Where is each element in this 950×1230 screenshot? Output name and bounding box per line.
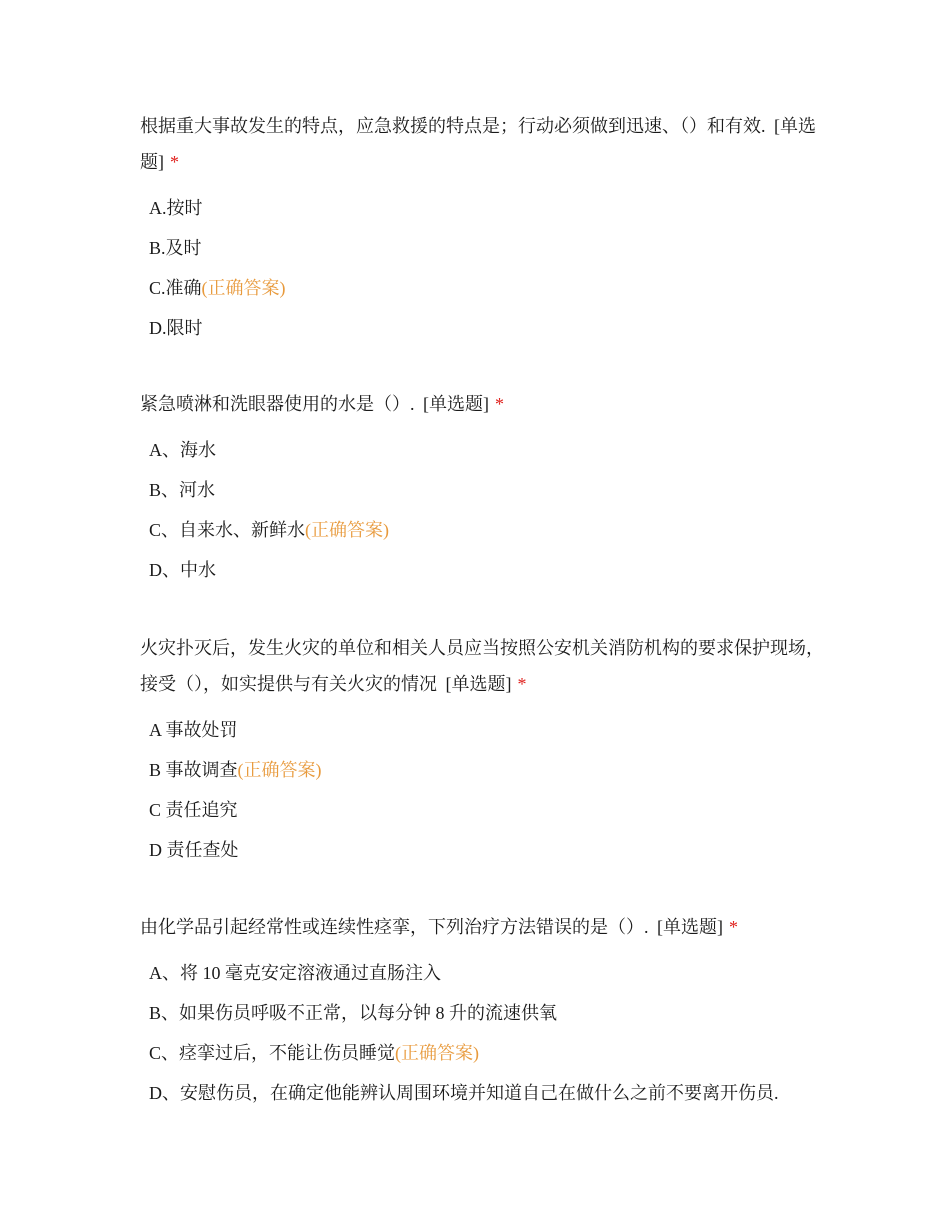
- option-c[interactable]: C.准确(正确答案): [149, 278, 286, 298]
- required-mark: *: [495, 394, 504, 414]
- question-text: [140, 108, 830, 180]
- question-type-tag: [单选题]: [140, 116, 816, 172]
- correct-answer-note: (正确答案): [237, 760, 322, 780]
- option-list: [140, 710, 830, 870]
- question-3: [140, 630, 830, 870]
- option-a[interactable]: A、将 10 毫克安定溶液通过直肠注入: [149, 963, 441, 983]
- question-stem: 紧急喷淋和洗眼器使用的水是（）.: [140, 394, 419, 414]
- required-mark: *: [170, 152, 179, 172]
- question-stem: 火灾扑灭后，发生火灾的单位和相关人员应当按照公安机关消防机构的要求保护现场，接受（），如实提供与有关火灾的情况: [140, 638, 824, 694]
- option-list: [140, 430, 830, 590]
- option-list: [140, 188, 830, 348]
- option-c[interactable]: C、自来水、新鲜水(正确答案): [149, 520, 390, 540]
- question-type-tag: [单选题]: [445, 674, 512, 694]
- option-a[interactable]: A.按时: [149, 198, 203, 218]
- option-c[interactable]: C、痉挛过后，不能让伤员睡觉(正确答案): [149, 1043, 480, 1063]
- option-a[interactable]: A 事故处罚: [149, 720, 238, 740]
- question-4: [140, 909, 830, 1113]
- required-mark: *: [517, 674, 527, 694]
- question-type-tag: [单选题]: [423, 394, 489, 414]
- option-b[interactable]: B 事故调查(正确答案): [149, 760, 322, 780]
- question-type-tag: [单选题]: [657, 917, 723, 937]
- correct-answer-note: (正确答案): [201, 278, 286, 298]
- question-text: [140, 386, 830, 422]
- question-2: [140, 386, 830, 590]
- option-d[interactable]: D、中水: [149, 560, 216, 580]
- option-b[interactable]: B.及时: [149, 238, 202, 258]
- correct-answer-note: (正确答案): [305, 520, 390, 540]
- option-d[interactable]: D.限时: [149, 318, 203, 338]
- required-mark: *: [729, 917, 738, 937]
- correct-answer-note: (正确答案): [395, 1043, 480, 1063]
- option-d[interactable]: D 责任查处: [149, 840, 239, 860]
- question-1: [140, 108, 830, 348]
- option-b[interactable]: B、河水: [149, 480, 216, 500]
- question-stem: 由化学品引起经常性或连续性痉挛，下列治疗方法错误的是（）.: [140, 917, 653, 937]
- question-text: [140, 630, 830, 702]
- option-a[interactable]: A、海水: [149, 440, 216, 460]
- option-c[interactable]: C 责任追究: [149, 800, 238, 820]
- option-d[interactable]: D、安慰伤员，在确定他能辨认周围环境并知道自己在做什么之前不要离开伤员.: [149, 1083, 779, 1103]
- question-text: [140, 909, 830, 945]
- option-list: [140, 953, 830, 1113]
- question-stem: 根据重大事故发生的特点，应急救援的特点是；行动必须做到迅速、（）和有效.: [140, 116, 770, 136]
- option-b[interactable]: B、如果伤员呼吸不正常，以每分钟 8 升的流速供氧: [149, 1003, 558, 1023]
